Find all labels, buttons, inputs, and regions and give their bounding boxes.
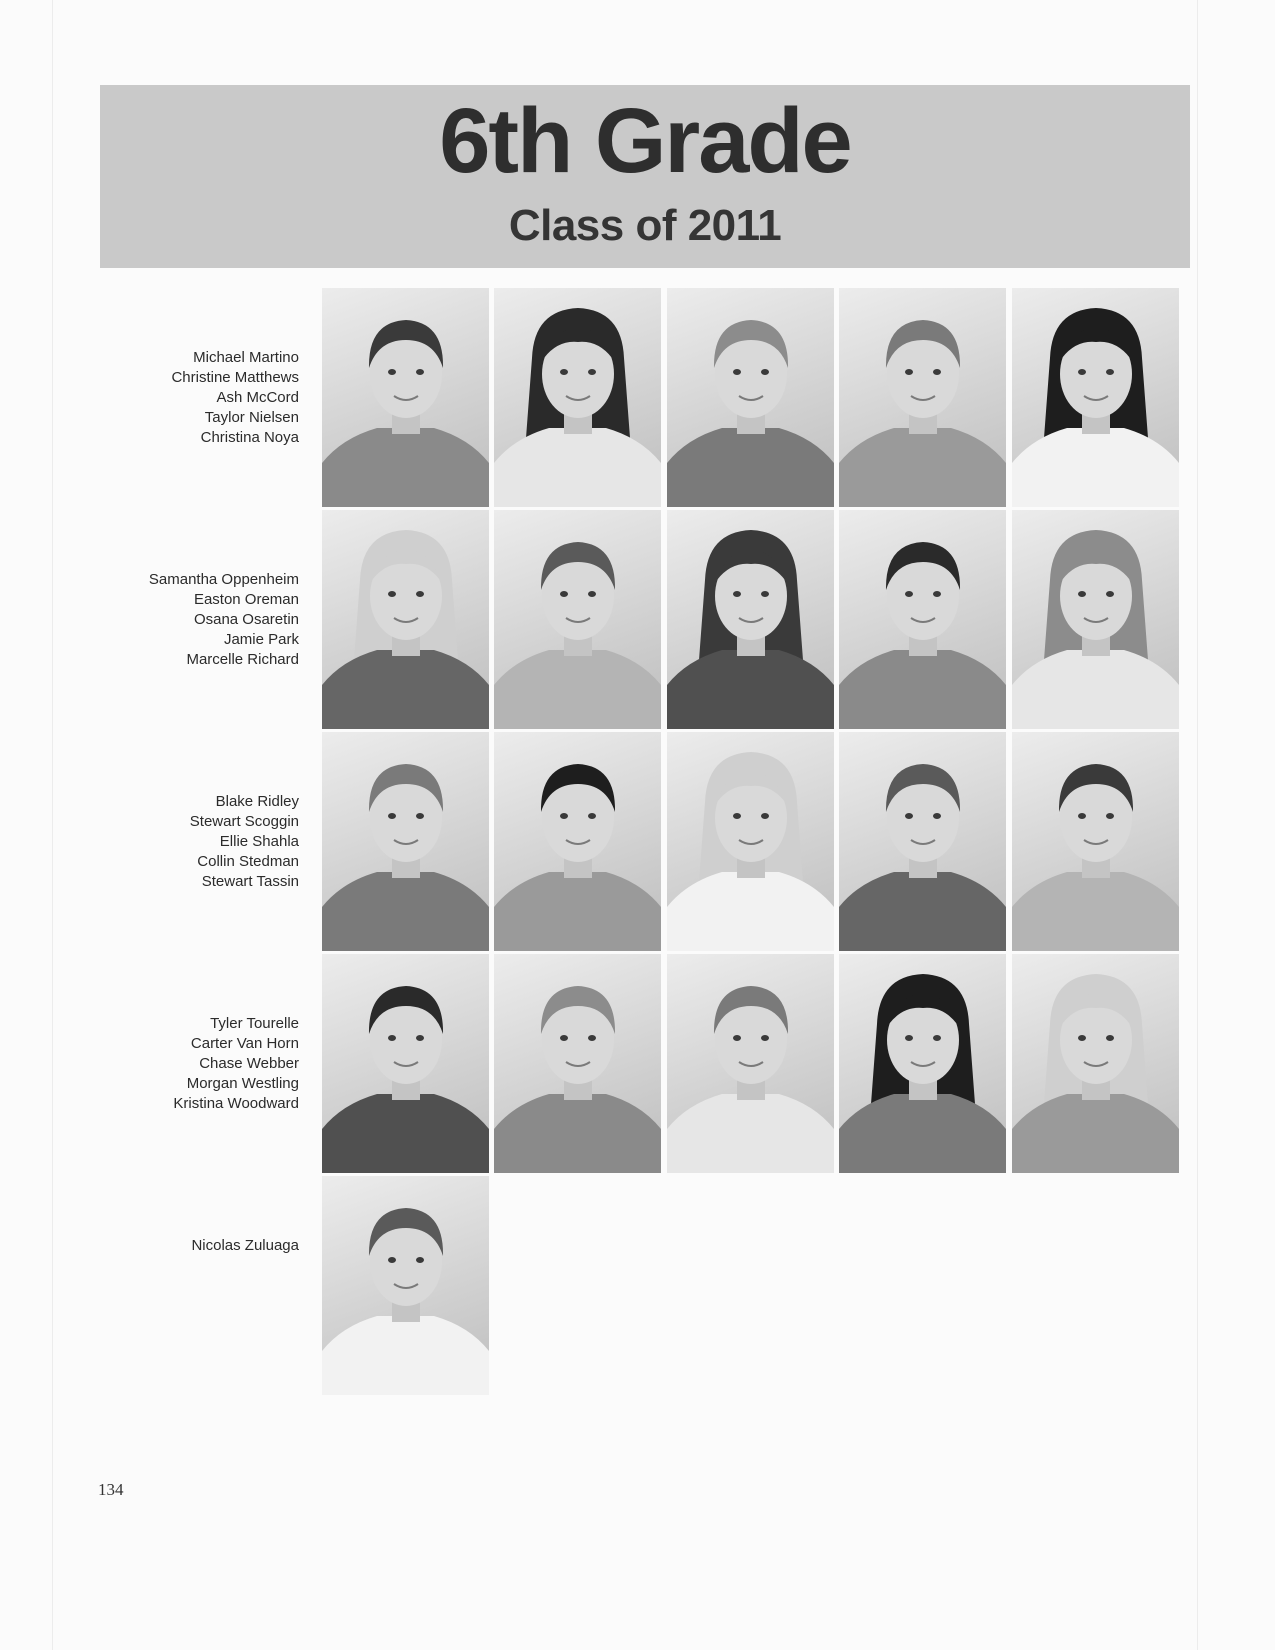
student-name: Michael Martino (193, 349, 299, 366)
student-name: Ellie Shahla (219, 833, 299, 850)
row-names-list (100, 1014, 299, 1114)
grade-header-banner (100, 85, 1190, 268)
portrait-silhouette (839, 288, 1006, 507)
student-name: Jamie Park (223, 631, 299, 648)
student-portrait (1012, 288, 1179, 507)
student-portrait (494, 954, 661, 1173)
student-name: Collin Stedman (197, 853, 299, 870)
student-portrait (1012, 732, 1179, 951)
student-portrait (839, 288, 1006, 507)
student-name: Stewart Scoggin (189, 813, 299, 830)
student-name: Samantha Oppenheim (148, 571, 299, 588)
portrait-silhouette (1012, 288, 1179, 507)
student-name: Christine Matthews (171, 369, 299, 386)
portrait-silhouette (494, 732, 661, 951)
student-name: Blake Ridley (215, 793, 299, 810)
row-names-list (100, 792, 299, 892)
portrait-silhouette (494, 510, 661, 729)
student-portrait (839, 954, 1006, 1173)
student-portrait (322, 510, 489, 729)
student-name: Nicolas Zuluaga (191, 1237, 299, 1254)
student-name: Stewart Tassin (201, 873, 299, 890)
student-name: Morgan Westling (186, 1075, 299, 1092)
student-portrait (322, 1176, 489, 1395)
portrait-silhouette (494, 288, 661, 507)
portrait-silhouette (322, 954, 489, 1173)
student-portrait (322, 954, 489, 1173)
student-portrait (667, 288, 834, 507)
portrait-silhouette (1012, 954, 1179, 1173)
student-name: Taylor Nielsen (204, 409, 299, 426)
student-name: Christina Noya (200, 429, 299, 446)
student-portrait (494, 510, 661, 729)
student-portrait (322, 288, 489, 507)
portrait-silhouette (667, 954, 834, 1173)
student-name: Carter Van Horn (190, 1035, 299, 1052)
student-portrait (1012, 510, 1179, 729)
student-name: Marcelle Richard (186, 651, 299, 668)
page-title: 6th Grade (439, 90, 851, 192)
portrait-silhouette (839, 954, 1006, 1173)
student-portrait (667, 732, 834, 951)
page-edge-right (1197, 0, 1198, 1650)
portrait-silhouette (322, 1176, 489, 1395)
student-portrait (1012, 954, 1179, 1173)
student-portrait (494, 288, 661, 507)
student-portrait (667, 510, 834, 729)
student-name: Osana Osaretin (193, 611, 299, 628)
portrait-silhouette (1012, 732, 1179, 951)
page-subtitle: Class of 2011 (508, 201, 782, 250)
page-number: 134 (98, 1480, 124, 1499)
portrait-silhouette (322, 510, 489, 729)
student-portrait (494, 732, 661, 951)
student-name: Easton Oreman (193, 591, 299, 608)
row-names-list (100, 1236, 299, 1256)
portrait-silhouette (1012, 510, 1179, 729)
portrait-silhouette (839, 510, 1006, 729)
portrait-silhouette (667, 288, 834, 507)
student-name: Tyler Tourelle (210, 1015, 299, 1032)
portrait-silhouette (667, 732, 834, 951)
page-edge-left (52, 0, 53, 1650)
student-portrait (839, 510, 1006, 729)
portrait-silhouette (322, 732, 489, 951)
portrait-silhouette (667, 510, 834, 729)
row-names-list (100, 348, 299, 448)
portrait-silhouette (494, 954, 661, 1173)
portrait-silhouette (839, 732, 1006, 951)
portrait-silhouette (322, 288, 489, 507)
row-names-list (100, 570, 299, 670)
student-portrait (839, 732, 1006, 951)
student-name: Kristina Woodward (173, 1095, 299, 1112)
student-portrait (322, 732, 489, 951)
student-portrait (667, 954, 834, 1173)
student-name: Chase Webber (199, 1055, 299, 1072)
student-name: Ash McCord (216, 389, 299, 406)
